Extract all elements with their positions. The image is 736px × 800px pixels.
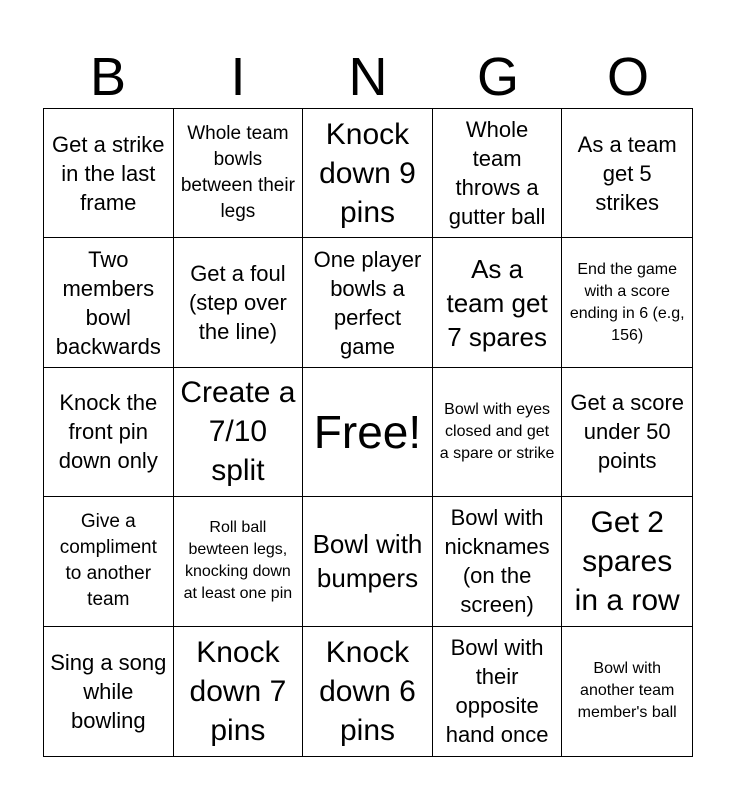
bingo-cell[interactable] [433,238,563,367]
bingo-header [43,46,693,108]
cell-text: Get a foul (step over the line) [188,261,287,345]
cell-text: Free! [313,405,422,458]
cell-text: As a team get 5 strikes [577,131,677,215]
bingo-cell[interactable] [562,627,692,756]
bingo-cell[interactable] [562,368,692,497]
cell-text: Bowl with their opposite hand once [445,635,549,748]
bingo-cell[interactable] [433,497,563,626]
cell-text: Two members bowl backwards [55,246,161,359]
cell-text: Knock down 6 pins [319,635,416,747]
bingo-cell[interactable] [303,238,433,367]
bingo-cell[interactable] [44,109,174,238]
bingo-cell[interactable] [562,238,692,367]
cell-text: Give a compliment to another team [59,511,157,611]
cell-text: Knock down 9 pins [319,117,416,229]
cell-text: Knock the front pin down only [58,390,158,474]
cell-text: Knock down 7 pins [189,635,287,747]
cell-text: Bowl with nicknames (on the screen) [444,505,550,618]
bingo-cell[interactable] [174,109,304,238]
cell-text: End the game with a score ending in 6 (e.g, 156) [569,260,685,344]
bingo-cell[interactable] [433,109,563,238]
cell-text: Roll ball bewteen legs, knocking down at least one pin [183,519,293,603]
bingo-cell[interactable] [562,109,692,238]
free-space-cell[interactable] [303,368,433,497]
bingo-cell[interactable] [174,497,304,626]
bingo-cell[interactable] [433,627,563,756]
bingo-cell[interactable] [562,497,692,626]
bingo-cell[interactable] [174,627,304,756]
cell-text: Sing a song while bowling [50,649,167,733]
bingo-cell[interactable] [44,497,174,626]
bingo-cell[interactable] [44,627,174,756]
bingo-cell[interactable] [44,368,174,497]
bingo-cell[interactable] [303,627,433,756]
bingo-cell[interactable] [303,109,433,238]
cell-text: Bowl with bumpers [312,529,423,594]
bingo-grid [43,108,693,757]
cell-text: Get a strike in the last frame [52,131,165,215]
bingo-cell[interactable] [174,238,304,367]
cell-text: One player bowls a perfect game [313,246,422,359]
header-letter-g: G [476,47,519,107]
header-letter-i: I [230,47,246,107]
header-letter-n: N [348,47,388,107]
cell-text: Get 2 spares in a row [574,505,680,617]
cell-text: Bowl with eyes closed and get a spare or strike [439,400,555,462]
bingo-cell[interactable] [433,368,563,497]
cell-text: Bowl with another team member's ball [577,660,677,722]
bingo-cell[interactable] [303,497,433,626]
header-letter-o: O [606,47,649,107]
cell-text: Create a 7/10 split [180,376,296,488]
bingo-cell[interactable] [44,238,174,367]
cell-text: As a team get 7 spares [446,253,548,352]
cell-text: Whole team throws a gutter ball [448,117,546,230]
header-letter-b: B [89,47,127,107]
cell-text: Get a score under 50 points [570,390,685,474]
cell-text: Whole team bowls between their legs [180,123,295,223]
bingo-cell[interactable] [174,368,304,497]
